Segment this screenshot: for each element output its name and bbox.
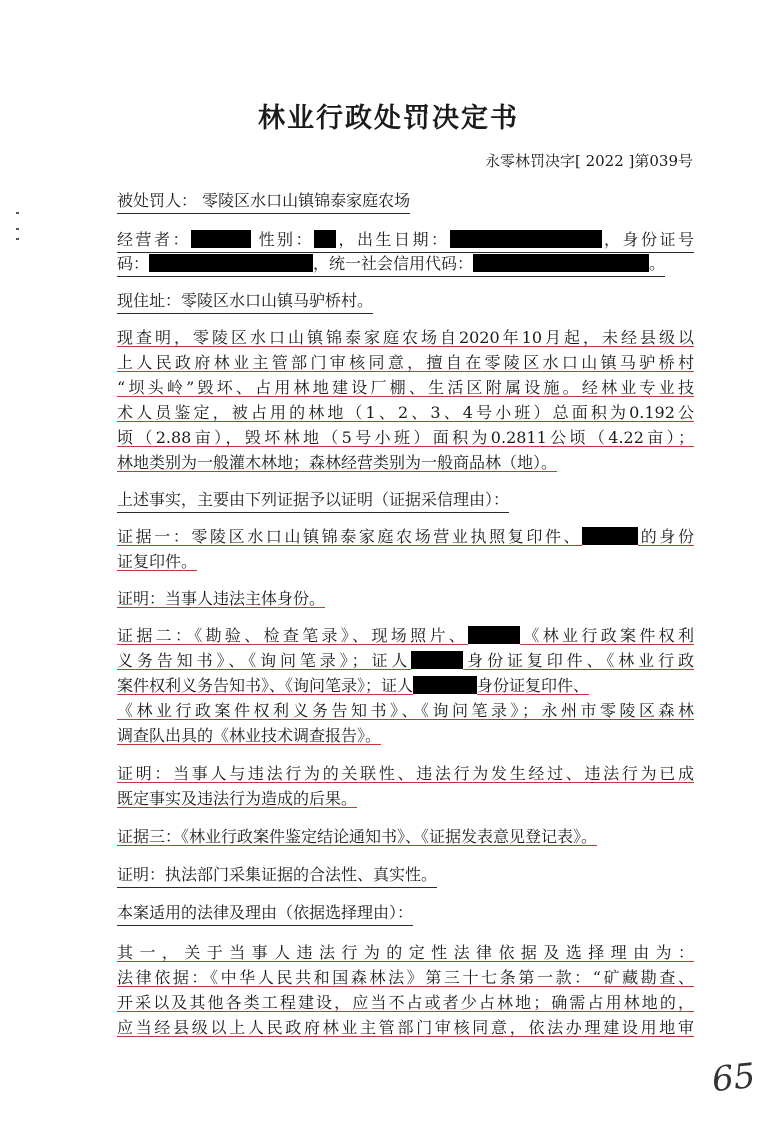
- facts-line: 上人民政府林业主管部门审核同意，擅自在零陵区水口山镇马驴桥村: [117, 353, 694, 372]
- law-line: 开采以及其他各类工程建设，应当不占或者少占林地；确需占用林地的，: [117, 993, 694, 1012]
- evidence-1-text-b: 的身份: [638, 527, 694, 546]
- scan-speck: [16, 228, 19, 230]
- evidence-2-line-4: 《林业行政案件权利义务告知书》、《询问笔录》；永州市零陵区森林: [117, 701, 694, 720]
- document-title: 林业行政处罚决定书: [258, 103, 519, 134]
- redacted-credit-code: [473, 254, 649, 272]
- law-line: 法律依据：《中华人民共和国森林法》第三十七条第一款：“矿藏勘查、: [117, 968, 694, 987]
- evidence-intro: 上述事实，主要由下列证据予以证明（证据采信理由）：: [117, 489, 509, 513]
- facts-line: “坝头岭”毁坏、占用林地建设厂棚、生活区附属设施。经林业专业技: [117, 378, 694, 397]
- redacted-person: [468, 626, 520, 644]
- party-name: 零陵区水口山镇锦泰家庭农场: [202, 191, 411, 210]
- evidence-2-line-1: [117, 625, 694, 647]
- proof-2-line-1: 证明：当事人与违法行为的关联性、违法行为发生经过、违法行为已成: [117, 764, 694, 783]
- operator-line-2: [117, 253, 665, 277]
- id-label-2: 码：: [117, 254, 150, 273]
- evidence-2-line-3: [117, 675, 589, 697]
- scan-speck: [16, 212, 19, 214]
- evidence-3: 证据三：《林业行政案件鉴定结论通知书》、《证据发表意见登记表》。: [117, 827, 598, 846]
- id-label: ，身份证号: [601, 230, 694, 249]
- redacted-id-number: [149, 254, 313, 272]
- evidence-2-text: 身份证复印件、《林业行政: [463, 651, 694, 670]
- proof-2-line-2: 既定事实及违法行为造成的后果。: [117, 789, 358, 808]
- credit-code-label: ，统一社会信用代码：: [313, 254, 474, 273]
- address-line: 现住址：零陵区水口山镇马驴桥村。: [117, 290, 373, 314]
- facts-line: 林地类别为一般灌木林地；森林经营类别为一般商品林（地）。: [117, 453, 558, 472]
- document-number: 永零林罚决字[ 2022 ]第039号: [484, 152, 693, 170]
- scan-speck: [16, 238, 19, 240]
- facts-line: 现查明，零陵区水口山镇锦泰家庭农场自2020年10月起，未经县级以: [117, 328, 694, 347]
- operator-end: 。: [649, 254, 666, 273]
- evidence-1-line-2: 证复印件。: [117, 552, 198, 571]
- facts-line: 顷（2.88亩），毁坏林地（5号小班）面积为0.2811公顷（4.22亩）；: [117, 428, 694, 447]
- law-line: 应当经县级以上人民政府林业主管部门审核同意，依法办理建设用地审: [117, 1018, 694, 1037]
- operator-line-1: [117, 229, 694, 253]
- redacted-witness: [411, 651, 463, 669]
- evidence-2-line-5: 调查队出具的《林业技术调查报告》。: [117, 726, 382, 745]
- evidence-2-text: 身份证复印件、: [477, 676, 590, 695]
- evidence-2-text: 证据二：《勘验、检查笔录》、现场照片、: [117, 626, 469, 645]
- redacted-name: [191, 230, 251, 248]
- evidence-2-text: 案件权利义务告知书》、《询问笔录》；证人: [117, 676, 414, 695]
- proof-1: 证明：当事人违法主体身份。: [117, 589, 326, 608]
- birth-label: ，出生日期：: [336, 230, 450, 249]
- redacted-witness: [413, 676, 477, 694]
- party-label: 被处罚人：: [117, 191, 198, 210]
- redacted-birthdate: [450, 230, 602, 248]
- operator-label: 经营者：: [117, 230, 191, 249]
- redacted-gender: [314, 230, 336, 248]
- handwritten-page-number: 65: [710, 1055, 758, 1101]
- evidence-1-line-1: [117, 526, 694, 548]
- facts-line: 术人员鉴定，被占用的林地（1、2、3、4号小班）总面积为0.192公: [117, 403, 694, 422]
- evidence-2-line-2: [117, 650, 694, 672]
- redacted-person: [582, 527, 638, 545]
- evidence-2-text: 《林业行政案件权利: [520, 626, 694, 645]
- evidence-1-text: 证据一：零陵区水口山镇锦泰家庭农场营业执照复印件、: [117, 527, 583, 546]
- gender-label: 性别：: [258, 230, 315, 249]
- evidence-2-text: 义务告知书》、《询问笔录》；证人: [117, 651, 412, 670]
- law-line: 其一，关于当事人违法行为的定性法律依据及选择理由为：: [117, 943, 694, 962]
- law-intro: 本案适用的法律及理由（依据选择理由）：: [117, 902, 413, 926]
- penalized-party: [117, 190, 410, 214]
- proof-3: 证明：执法部门采集证据的合法性、真实性。: [117, 864, 437, 888]
